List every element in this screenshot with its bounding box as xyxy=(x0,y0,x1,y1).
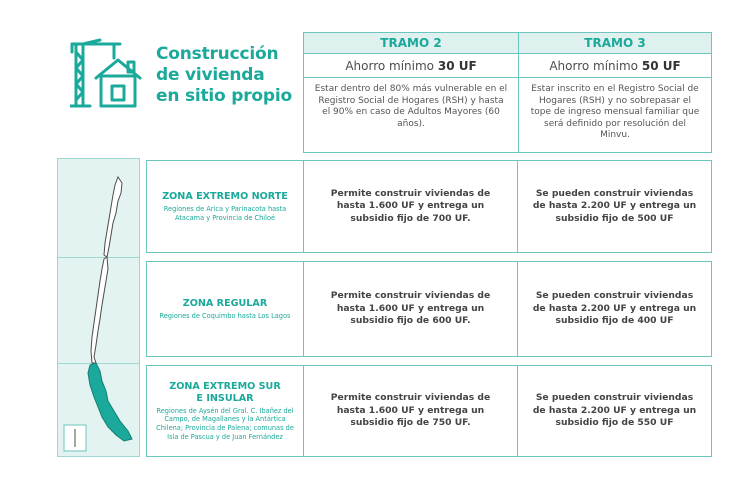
tramo-3-header: TRAMO 3 xyxy=(519,33,711,54)
zone-subtitle: Regiones de Arica y Parinacota hasta Atacama y Provincia de Chiloé xyxy=(163,204,287,222)
tramos-header-table xyxy=(303,32,712,153)
zone-cell xyxy=(147,366,304,456)
ahorro-label: Ahorro mínimo xyxy=(549,59,639,73)
zone-tramo-2-cell: Permite construir viviendas de hasta 1.600 UF y entrega un subsidio fijo de 700 UF. xyxy=(304,161,518,252)
title-line-1: Construcción xyxy=(156,44,279,64)
title-line-2: de vivienda xyxy=(156,65,265,85)
zone-name: ZONA REGULAR xyxy=(182,297,268,309)
zone-row-extremo-sur xyxy=(146,365,712,457)
zone-tramo-3-cell: Se pueden construir viviendas de hasta 2.200 UF y entrega un subsidio fijo de 400 UF xyxy=(532,290,697,327)
page-title xyxy=(156,44,302,107)
title-line-3: en sitio propio xyxy=(156,86,292,106)
crane-house-icon xyxy=(70,38,148,110)
chile-map-icon xyxy=(58,159,139,456)
tramo-2-requirement: Estar dentro del 80% más vulnerable en el Registro Social de Hogares (RSH) y hasta el 90% en caso de Adultos Mayores (60 años). xyxy=(304,78,519,152)
chile-map-panel xyxy=(57,158,140,457)
tramo-2-ahorro xyxy=(304,54,519,78)
zone-tramo-3-cell: Se pueden construir viviendas de hasta 2.200 UF y entrega un subsidio fijo de 500 UF xyxy=(532,187,697,224)
tramo-2-header: TRAMO 2 xyxy=(304,33,519,54)
zone-cell xyxy=(147,161,304,252)
zone-row-regular xyxy=(146,261,712,357)
zone-tramo-2-cell: Permite construir viviendas de hasta 1.600 UF y entrega un subsidio fijo de 750 UF. xyxy=(304,366,518,456)
ahorro-label: Ahorro mínimo xyxy=(345,59,435,73)
zone-tramo-2-cell: Permite construir viviendas de hasta 1.600 UF y entrega un subsidio fijo de 600 UF. xyxy=(304,262,518,356)
zone-subtitle: Regiones de Coquimbo hasta Los Lagos xyxy=(159,311,291,320)
zone-tramo-3-cell: Se pueden construir viviendas de hasta 2.200 UF y entrega un subsidio fijo de 550 UF xyxy=(532,392,697,429)
ahorro-amount: 30 UF xyxy=(437,59,477,73)
zone-subtitle: Regiones de Aysén del Gral. C. Ibañez del Campo, de Magallanes y la Antártica Chilena; Provincia de Palena; comunas de Isla de Pascua y de Juan Fernández xyxy=(156,406,294,441)
zone-name: ZONA EXTREMO SUR E INSULAR xyxy=(169,380,281,404)
tramo-3-requirement: Estar inscrito en el Registro Social de Hogares (RSH) y no sobrepasar el tope de ingreso mensual familiar que será definido por resolución del Minvu. xyxy=(530,84,700,141)
zone-cell xyxy=(147,262,304,356)
zone-row-extremo-norte xyxy=(146,160,712,253)
ahorro-amount: 50 UF xyxy=(641,59,681,73)
tramo-3-ahorro xyxy=(519,54,711,78)
zone-name: ZONA EXTREMO NORTE xyxy=(162,190,288,202)
